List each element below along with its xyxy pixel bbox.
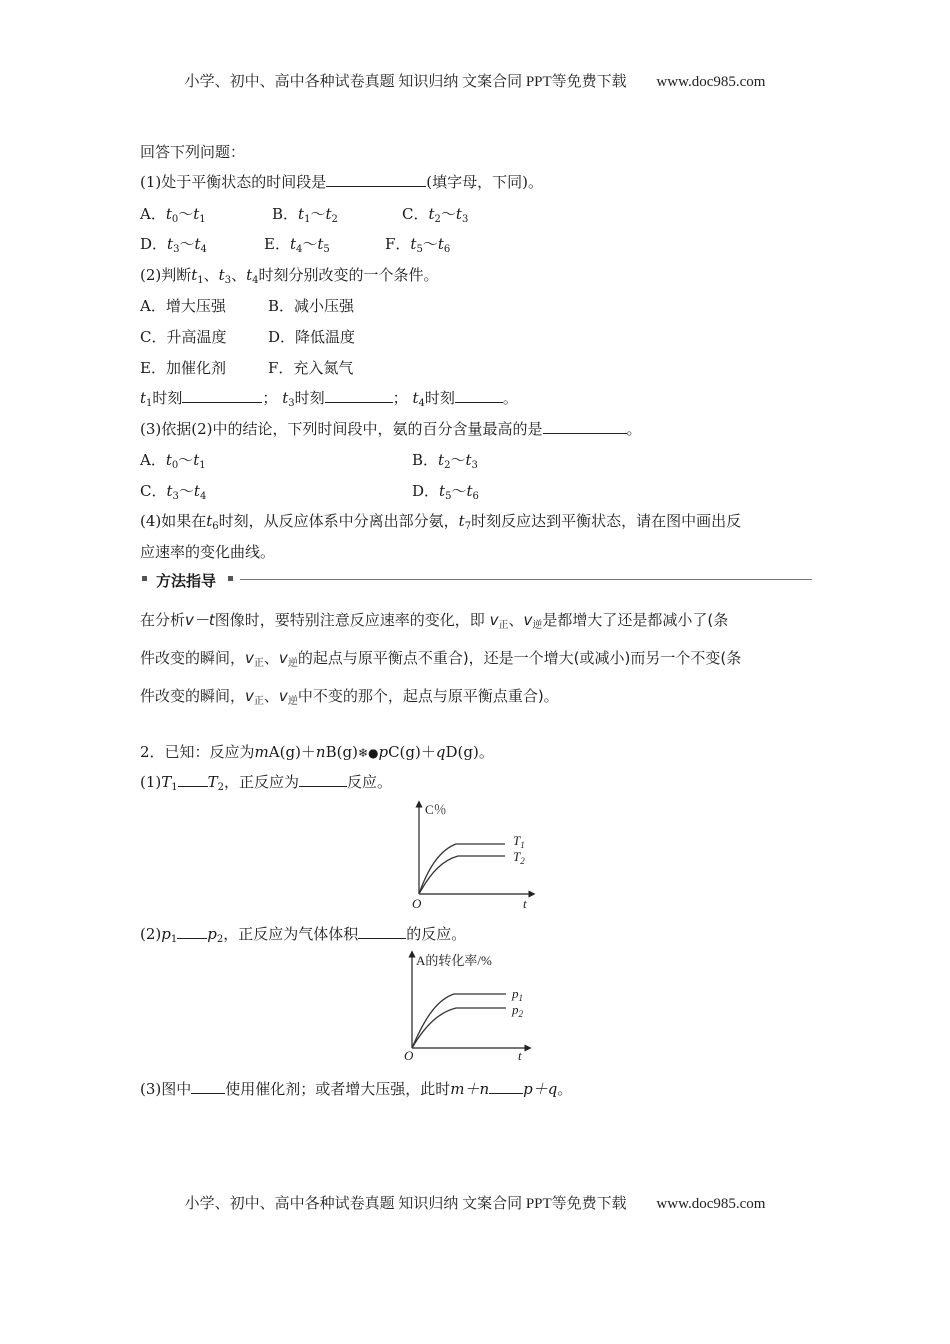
bullet-square-icon	[228, 576, 233, 581]
p2-t-compare-blank[interactable]	[178, 772, 208, 787]
q1-option-d: D．$t_3\sim t_4$	[140, 235, 207, 255]
p2-p-compare-blank[interactable]	[177, 924, 207, 939]
q1-option-a: A．$t_0\sim t_1$	[140, 205, 206, 225]
q4-line-2: 应速率的变化曲线。	[140, 543, 276, 561]
method-guide-text: 在分析v－t图像时，要特别注意反应速率的变化，即 $v_正$、$v_逆$是都增大了还是都减小了(条 件改变的瞬间，$v_正$、$v_逆$的起点与原平衡点不重合)，还是一个增大(或减小)而另一个不变(条 件改变的瞬间，$v_正$、$v_逆$中不变的那个，起点与原平衡点重合)。	[140, 611, 742, 707]
q2-option-a: A．增大压强	[140, 297, 226, 315]
legend-p2: $p_2$	[512, 1002, 523, 1019]
q2-option-e: E．加催化剂	[140, 359, 226, 377]
q2-option-f: F．充入氮气	[268, 359, 354, 377]
q2-option-c: C．升高温度	[140, 328, 227, 346]
x-axis-label: t	[518, 1048, 522, 1063]
page-header	[0, 70, 950, 91]
q3-option-a: A．$t_0\sim t_1$	[140, 451, 206, 471]
p2-volume-blank[interactable]	[358, 924, 406, 939]
bullet-square-icon	[142, 576, 147, 581]
q3-option-d: D．$t_5\sim t_6$	[412, 482, 479, 502]
chart-c-percent	[400, 798, 550, 914]
footer-site: www.doc985.com	[656, 1196, 766, 1212]
p2-head: 2．已知：反应为mA(g)＋nB(g)❄●pC(g)＋qD(g)。	[140, 743, 494, 761]
header-text: 小学、初中、高中各种试卷真题 知识归纳 文案合同 PPT等免费下载	[184, 74, 627, 90]
curve-p2	[412, 1008, 506, 1048]
q2-stem: (2)判断$t_1$、$t_3$、$t_4$时刻分别改变的一个条件。	[140, 266, 439, 286]
q2-option-d: D．降低温度	[268, 328, 356, 346]
q3-answer-blank[interactable]	[543, 419, 627, 434]
divider	[240, 579, 812, 580]
method-guide-title: 方法指导	[156, 572, 217, 590]
p2-sub1: $(1)T_1$ $T_2$，正反应为 反应。	[140, 773, 393, 793]
curve-p1	[412, 994, 506, 1048]
p2-catalyst-blank[interactable]	[191, 1079, 225, 1094]
header-site: www.doc985.com	[656, 74, 766, 90]
x-axis-label: t	[523, 896, 527, 911]
legend-p1: $p_1$	[512, 986, 523, 1003]
q3-stem: (3)依据(2)中的结论，下列时间段中，氨的百分含量最高的是 。	[140, 420, 642, 438]
intro-line: 回答下列问题：	[140, 143, 246, 161]
q1-answer-blank[interactable]	[326, 172, 426, 187]
p2-sub3: (3)图中 使用催化剂；或者增大压强，此时m＋n p＋q。	[140, 1080, 573, 1098]
legend-t1: $T_1$	[513, 833, 525, 850]
q1-stem: (1)处于平衡状态的时间段是 (填字母，下同)。	[140, 173, 543, 191]
method-guide-header	[140, 570, 812, 590]
q2-t4-blank[interactable]	[455, 388, 503, 403]
p2-coefficient-blank[interactable]	[489, 1079, 523, 1094]
q3-option-b: B．$t_2\sim t_3$	[412, 451, 478, 471]
origin-label: O	[404, 1048, 414, 1063]
q2-option-b: B．减小压强	[268, 297, 355, 315]
q2-fill-line: $t_1$时刻 ； $t_3$时刻 ； $t_4$时刻 。	[140, 389, 518, 409]
footer-text: 小学、初中、高中各种试卷真题 知识归纳 文案合同 PPT等免费下载	[184, 1196, 627, 1212]
legend-t2: $T_2$	[513, 849, 525, 866]
y-axis-label: A的转化率/%	[416, 953, 492, 968]
y-axis-label: C％	[425, 802, 447, 817]
page-footer	[0, 1192, 950, 1213]
q1-option-f: F．$t_5\sim t_6$	[385, 235, 451, 255]
q1-option-c: C．$t_2\sim t_3$	[402, 205, 469, 225]
equilibrium-arrow-icon: ❄●	[357, 746, 379, 760]
p2-reaction-type-blank[interactable]	[299, 772, 347, 787]
q2-t3-blank[interactable]	[325, 388, 393, 403]
chart-a-conversion	[398, 948, 548, 1064]
q3-option-c: C．$t_3\sim t_4$	[140, 482, 207, 502]
q4-line-1: (4)如果在$t_6$时刻，从反应体系中分离出部分氨，$t_7$时刻反应达到平衡状态，请在图中画出反	[140, 512, 742, 532]
origin-label: O	[412, 896, 422, 911]
q1-option-b: B．$t_1\sim t_2$	[272, 205, 338, 225]
p2-sub2: $(2)p_1$ $p_2$，正反应为气体体积 的反应。	[140, 925, 467, 945]
q1-option-e: E．$t_4\sim t_5$	[264, 235, 330, 255]
curve-t1	[419, 844, 505, 894]
curve-t2	[419, 856, 505, 894]
q2-t1-blank[interactable]	[182, 388, 262, 403]
